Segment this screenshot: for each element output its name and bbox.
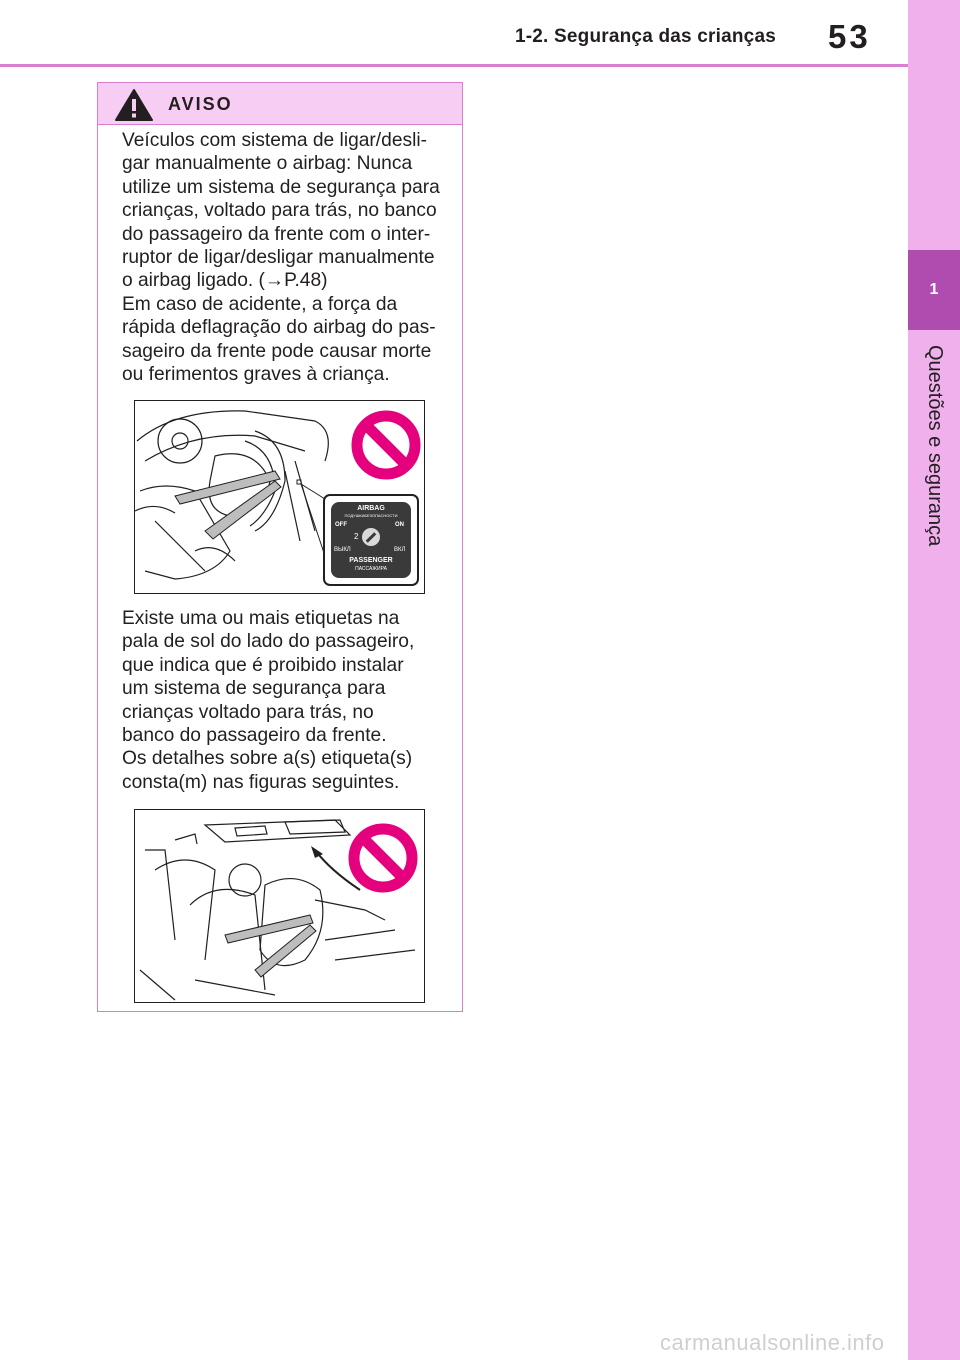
on-label-ru: ВКЛ xyxy=(394,547,406,553)
passenger-label-ru: ПАССАЖИРА xyxy=(355,566,387,572)
header-divider xyxy=(0,64,908,67)
chapter-number: 1 xyxy=(929,281,939,298)
airbag-switch-illustration xyxy=(134,400,425,594)
warning-title: AVISO xyxy=(168,94,233,114)
chapter-number-tab[interactable] xyxy=(908,250,960,330)
airbag-label-ru: ПОДУШКАБЕЗОПАСНОСТИ xyxy=(344,513,398,518)
text-line: pala de sol do lado do passageiro, xyxy=(122,631,415,653)
text-line: crianças, voltado para trás, no banco xyxy=(122,200,437,222)
text-line: que indica que é proibido instalar xyxy=(122,654,404,676)
text-line: ruptor de ligar/desligar manualmente xyxy=(122,247,435,269)
warning-header xyxy=(98,83,462,125)
text-line: sageiro da frente pode causar morte xyxy=(122,340,432,362)
airbag-switch-callout xyxy=(323,494,419,586)
prohibition-icon xyxy=(350,409,422,481)
off-label-ru: ВЫКЛ xyxy=(334,547,351,553)
text-line: Os detalhes sobre a(s) etiqueta(s) xyxy=(122,748,413,770)
warning-triangle-icon xyxy=(114,88,154,122)
chapter-title: Questões e segurança xyxy=(924,345,946,547)
warning-paragraph-1 xyxy=(122,129,454,386)
text-line: consta(m) nas figuras seguintes. xyxy=(122,771,400,793)
chapter-side-tab xyxy=(908,0,960,1360)
text-line: do passageiro da frente com o inter- xyxy=(122,223,431,245)
airbag-label: AIRBAG xyxy=(357,505,385,512)
watermark: carmanualsonline.info xyxy=(660,1330,885,1355)
text-line: rápida deflagração do airbag do pas- xyxy=(122,317,436,339)
passenger-label: PASSENGER xyxy=(349,557,393,564)
on-label: ON xyxy=(395,522,404,528)
text-line: Existe uma ou mais etiquetas na xyxy=(122,608,400,629)
text-line: crianças voltado para trás, no xyxy=(122,701,374,723)
key-number: 2 xyxy=(354,532,359,541)
sun-visor-label-illustration xyxy=(134,809,425,1003)
warning-paragraph-2 xyxy=(122,607,454,794)
section-title: 1-2. Segurança das crianças xyxy=(515,26,776,47)
key-switch-icon xyxy=(362,528,380,546)
text-line: Em caso de acidente, a força da xyxy=(122,293,398,315)
text-line: um sistema de segurança para xyxy=(122,678,386,700)
page-number: 53 xyxy=(828,18,871,55)
text-line: Veículos com sistema de ligar/desli- xyxy=(122,130,427,151)
text-line: banco do passageiro da frente. xyxy=(122,725,387,747)
airbag-switch-panel xyxy=(331,502,411,578)
warning-box xyxy=(97,82,463,1012)
text-line: gar manualmente o airbag: Nunca xyxy=(122,153,413,175)
off-label: OFF xyxy=(335,522,347,528)
text-line: ou ferimentos graves à criança. xyxy=(122,364,390,386)
text-line: utilize um sistema de segurança para xyxy=(122,176,440,198)
prohibition-icon xyxy=(347,822,419,894)
page-reference-link[interactable]: o airbag ligado. (→P.48) xyxy=(122,270,328,292)
